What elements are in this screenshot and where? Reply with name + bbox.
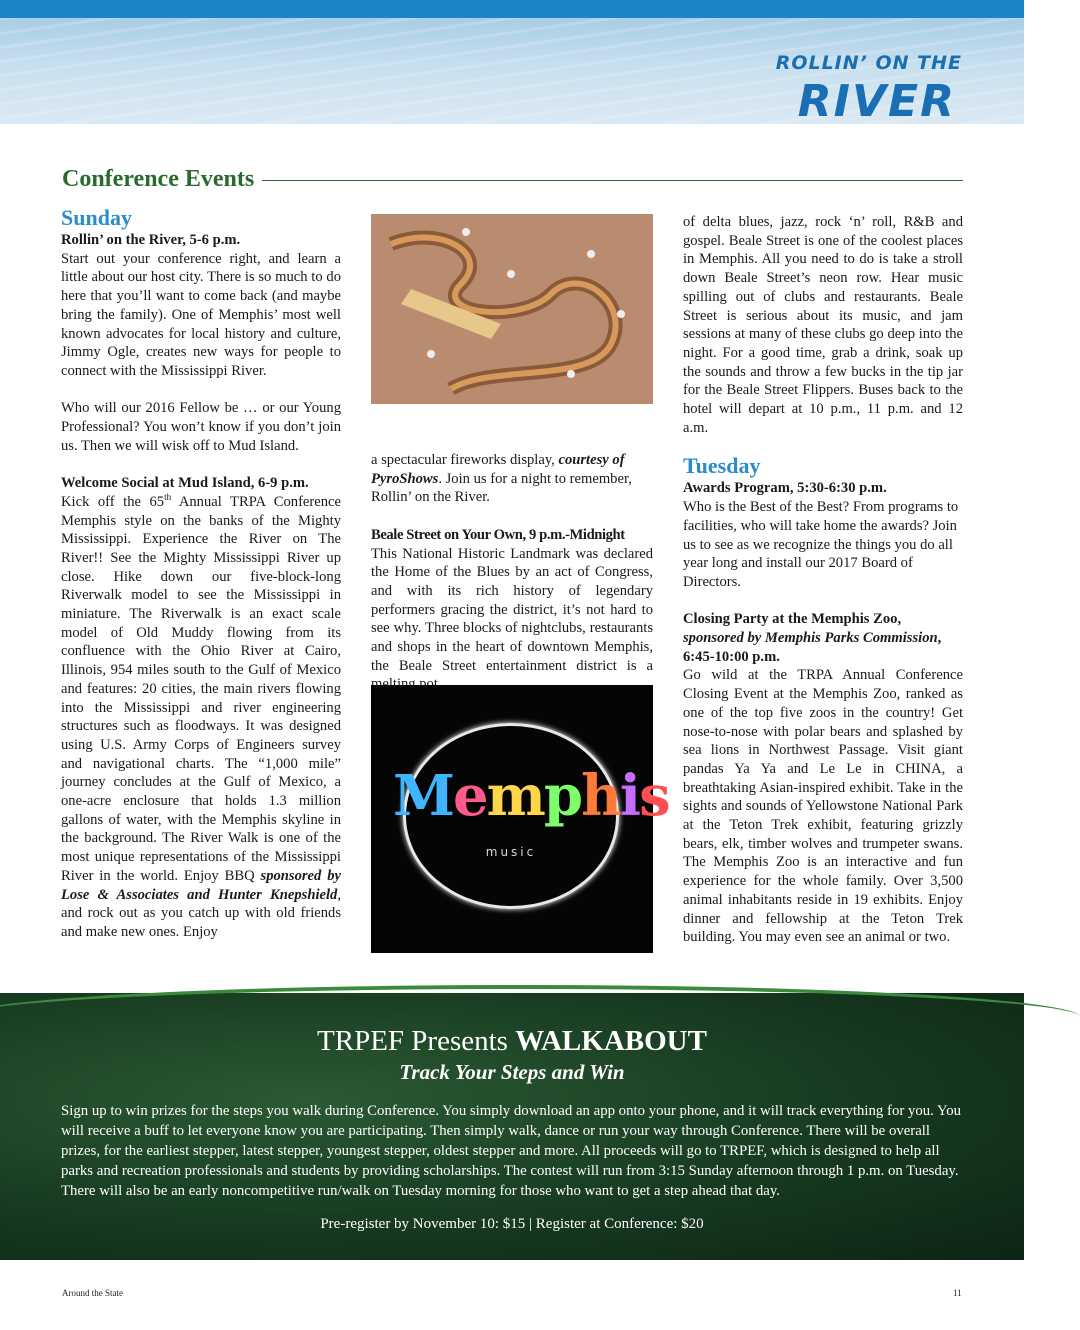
top-color-bar [0, 0, 1024, 18]
paragraph: of delta blues, jazz, rock ‘n’ roll, R&B and gospel. Beale Street is one of the coolest places in Memphis. All you need to do is take a stroll down Beale Street’s neon row. Hear music spilling out of clubs and restaurants. Beale Street is serious about its music, and jam sessions at many of these clubs go deep into the night. For a good time, grab a drink, soak up the sounds and throw a few bucks in the tip jar for the Beale Street Flippers. Buses back to the hotel will depart at 10 p.m., 11 p.m. and 12 a.m. [683, 214, 963, 436]
paragraph: This National Historic Landmark was declared the Home of the Blues by an act of Congress, and with its rich history of legendary performers gracing the district, it’s not hard to see why. Three blocks of nightclubs, restaurants and shops in the heart of downtown Memphis, the Beale Street entertainment district is a [371, 545, 653, 674]
event-title: Closing Party at the Memphis Zoo, sponsored by Memphis Parks Commission, 6:45-10:00 p.m. [683, 611, 942, 665]
section-rule [262, 180, 963, 181]
walkabout-title: TRPEF Presents WALKABOUT [317, 1025, 707, 1057]
event-title: Welcome Social at Mud Island, 6-9 p.m. [61, 475, 309, 492]
paragraph: Start out your conference right, and learn a little about our host city. There is so much to do here that you’ll want to come back (and maybe bring the family). One of Memphis’ most well known advocates for local history and culture, Jimmy Ogle, creates new ways for people to connect with the Mississippi River. [61, 250, 341, 379]
paragraph: a spectacular fireworks display, courtesy of PyroShows. Join us for a night to remember, Rollin’ on the River. [371, 452, 632, 506]
paragraph: Go wild at the TRPA Annual Conference Closing Event at the Memphis Zoo, ranked as one of the top five zoos in the country! Get nose-to-nose with polar bears and splashed by sea lions in Northwest Passage. Visit giant pandas Ya Ya and Le Le in CHINA, a breathtaking Asian-inspired exhibit. Take in the sights and sounds of Yellowstone National Park at the Teton Trek exhibit, featuring grizzly bears, elk, timber wolves and trumpeter swans. The Memphis Zoo is an interactive and fun experience for the whole family. Over 3,500 animal inhabitants reside in 19 exhibits. Enjoy dinner and fellowship at the Teton Trek building. You may even see an animal or two. [683, 667, 963, 946]
walkabout-body: Sign up to win prizes for the steps you walk during Conference. You simply download an app onto your phone, and it will track everything for you. You will receive a buff to let everyone know you are participating. Then simply walk, dance or run your way through Conference. There will be overall prizes, for the earliest stepper, latest stepper, youngest stepper, oldest stepper and more. All proceeds will go to TRPEF, which is designed to help all parks and recreation professionals and students by providing scholarships. The contest will run from 3:15 Sunday afternoon through 1 p.m. on Tuesday. There will also be an early noncompetitive run/walk on Tuesday morning for those who want to get a step ahead that day. [61, 1103, 962, 1199]
banner-line-1: ROLLIN’ ON THE [775, 52, 962, 74]
footer-page-number: 11 [953, 1288, 962, 1298]
column-2 [371, 451, 653, 694]
neon-sign-text: Memphis [393, 763, 669, 829]
neon-sign-subtext: music [485, 845, 537, 859]
column-3 [683, 213, 963, 947]
walkabout-subtitle: Track Your Steps and Win [399, 1060, 625, 1084]
memphis-neon-photo [371, 685, 669, 953]
walkabout-pricing: Pre-register by November 10: $15 | Register at Conference: $20 [320, 1216, 704, 1232]
day-heading-tuesday: Tuesday [683, 453, 761, 479]
event-title: Awards Program, 5:30-6:30 p.m. [683, 480, 887, 497]
event-title: Rollin’ on the River, 5-6 p.m. [61, 232, 241, 248]
paragraph: Kick off the 65th Annual TRPA Conference Memphis style on the banks of the Mighty Mississippi. Experience the River on The River!! See the Mighty Mississippi River up close. Hike down our five-block-long Riverwalk model to see the Mississippi in miniature. The Riverwalk is an exact scale model of Old Muddy flowing from its confluence with the Ohio River at Cairo, Illinois, 954 miles south to the Gulf of Mexico and features: 20 cities, the main rivers flowing into the Mississippi and river engineering structures such as floodways. It was designed using U.S. Army Corps of Engineers survey and navigational charts. The “1,000 mile” journey concludes at the Gulf of Mexico, a one-acre enclosure that holds 1.3 million gallons of water, with the Memphis skyline in the background. The River Walk is one of the most unique representations of the Mississippi River in the world. Enjoy BBQ sponsored by Lose & Associates and Hunter Knepshield, and rock out as you catch up with old friends and make new ones. Enjoy [61, 491, 341, 940]
event-title: Beale Street on Your Own, 9 p.m.-Midnight [371, 526, 625, 543]
riverwalk-photo [371, 214, 653, 404]
banner-line-2: RIVER [797, 76, 956, 127]
day-heading-sunday: Sunday [61, 205, 132, 230]
paragraph: Who is the Best of the Best? From programs to facilities, who will take home the awards? Join us to see as we recognize the things you do all year long and install our 2017 Board of Directors. [683, 499, 959, 590]
footer-publication: Around the State [62, 1288, 123, 1298]
section-title: Conference Events [62, 166, 255, 192]
water-banner [0, 18, 1024, 127]
paragraph: Who will our 2016 Fellow be … or our Young Professional? You won’t know if you don’t join us. Then we will wisk off to Mud Island. [61, 400, 341, 454]
column-1 [61, 205, 341, 942]
